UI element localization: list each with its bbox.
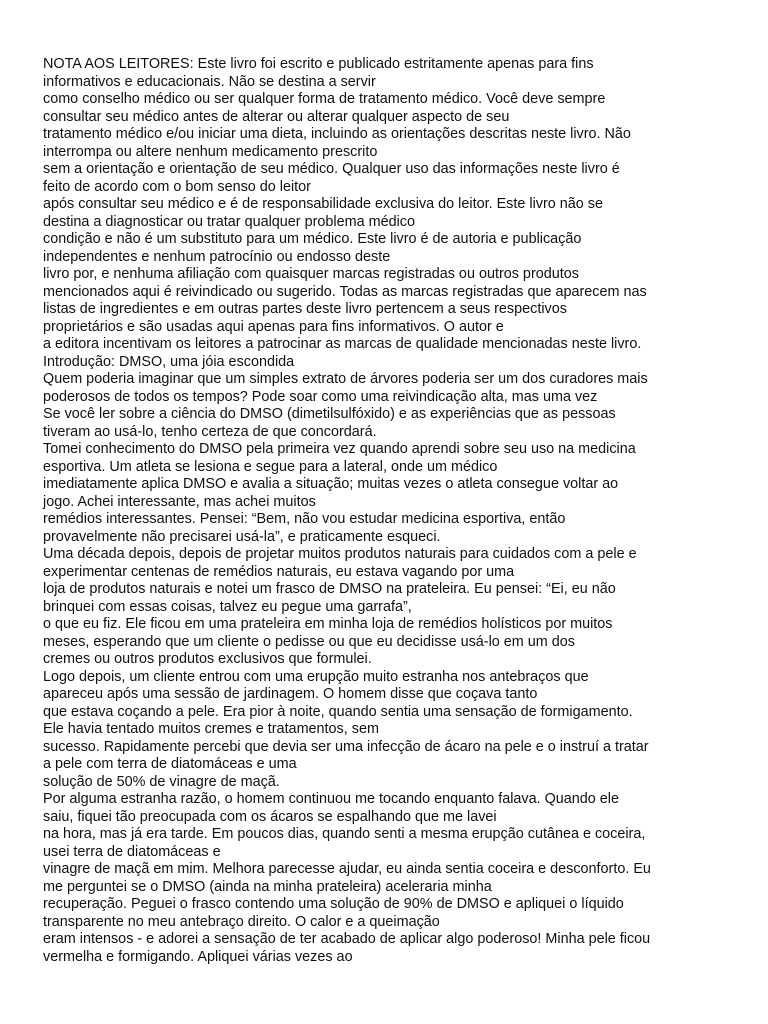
text-line: apareceu após uma sessão de jardinagem. O homem disse que coçava tanto <box>43 686 538 702</box>
text-line: feito de acordo com o bom senso do leitor <box>43 178 311 195</box>
text-line: sucesso. Rapidamente percebi que devia ser uma infecção de ácaro na pele e o instruí a tratar <box>43 738 649 755</box>
text-line: loja de produtos naturais e notei um frasco de DMSO na prateleira. Eu pensei: “Ei, eu não <box>43 581 616 597</box>
text-line: Por alguma estranha razão, o homem continuou me tocando enquanto falava. Quando ele <box>43 791 620 807</box>
text-line: condição e não é um substituto para um médico. Este livro é de autoria e publicação <box>43 231 582 247</box>
text-line: recuperação. Peguei o frasco contendo uma solução de 90% de DMSO e apliquei o líquido <box>43 896 624 912</box>
text-line: meses, esperando que um cliente o pedisse ou que eu decidisse usá-lo em um dos <box>43 633 575 650</box>
text-line: após consultar seu médico e é de responsabilidade exclusiva do leitor. Este livro não se <box>43 196 603 212</box>
text-line: listas de ingredientes e em outras partes deste livro pertencem a seus respectivos <box>43 301 567 317</box>
text-line: interrompa ou altere nenhum medicamento prescrito <box>43 143 378 160</box>
text-line: o que eu fiz. Ele ficou em uma prateleira em minha loja de remédios holísticos por muitos <box>43 616 613 632</box>
text-line: vermelha e formigando. Apliquei várias vezes ao <box>43 948 353 965</box>
text-line: mencionados aqui é reivindicado ou sugerido. Todas as marcas registradas que aparecem nas <box>43 283 647 300</box>
text-line: brinquei com essas coisas, talvez eu pegue uma garrafa”, <box>43 598 412 615</box>
text-line: NOTA AOS LEITORES: Este livro foi escrito e publicado estritamente apenas para fins <box>43 56 594 72</box>
text-line: Se você ler sobre a ciência do DMSO (dimetilsulfóxido) e as experiências que as pessoas <box>43 406 616 422</box>
text-line: jogo. Achei interessante, mas achei muitos <box>43 493 316 510</box>
text-line: a editora incentivam os leitores a patrocinar as marcas de qualidade mencionadas neste livro. <box>43 336 642 352</box>
text-line: vinagre de maçã em mim. Melhora parecesse ajudar, eu ainda sentia coceira e desconforto. Eu <box>43 861 651 877</box>
text-line: Introdução: DMSO, uma jóia escondida <box>43 353 295 370</box>
text-line: como conselho médico ou ser qualquer forma de tratamento médico. Você deve sempre <box>43 91 606 107</box>
text-line: que estava coçando a pele. Era pior à noite, quando sentia uma sensação de formigamento. <box>43 703 633 720</box>
text-line: provavelmente não precisarei usá-la”, e praticamente esqueci. <box>43 528 441 545</box>
text-line: remédios interessantes. Pensei: “Bem, não vou estudar medicina esportiva, então <box>43 511 566 527</box>
text-line: solução de 50% de vinagre de maçã. <box>43 773 280 790</box>
text-line: usei terra de diatomáceas e <box>43 843 221 860</box>
text-line: livro por, e nenhuma afiliação com quaisquer marcas registradas ou outros produtos <box>43 266 579 282</box>
text-line: consultar seu médico antes de alterar ou alterar qualquer aspecto de seu <box>43 108 510 125</box>
text-line: Quem poderia imaginar que um simples extrato de árvores poderia ser um dos curadores mais <box>43 371 648 387</box>
text-line: independentes e nenhum patrocínio ou endosso deste <box>43 248 391 265</box>
document-page <box>43 56 728 966</box>
text-line: Tomei conhecimento do DMSO pela primeira vez quando aprendi sobre seu uso na medicina <box>43 441 636 457</box>
text-line: me perguntei se o DMSO (ainda na minha prateleira) aceleraria minha <box>43 878 492 895</box>
text-line: informativos e educacionais. Não se destina a servir <box>43 73 376 90</box>
text-line: experimentar centenas de remédios naturais, eu estava vagando por uma <box>43 563 515 580</box>
text-line: a pele com terra de diatomáceas e uma <box>43 756 297 772</box>
text-line: Ele havia tentado muitos cremes e tratamentos, sem <box>43 721 379 737</box>
text-line: cremes ou outros produtos exclusivos que formulei. <box>43 651 372 667</box>
text-line: sem a orientação e orientação de seu médico. Qualquer uso das informações neste livro é <box>43 161 620 177</box>
text-line: destina a diagnosticar ou tratar qualquer problema médico <box>43 213 415 230</box>
text-line: eram intensos - e adorei a sensação de ter acabado de aplicar algo poderoso! Minha pele ficou <box>43 931 651 947</box>
text-line: transparente no meu antebraço direito. O calor e a queimação <box>43 913 440 930</box>
text-line: poderosos de todos os tempos? Pode soar como uma reivindicação alta, mas uma vez <box>43 388 598 405</box>
text-line: proprietários e são usadas aqui apenas para fins informativos. O autor e <box>43 318 504 335</box>
text-line: imediatamente aplica DMSO e avalia a situação; muitas vezes o atleta consegue voltar ao <box>43 476 619 492</box>
text-line: saiu, fiquei tão preocupada com os ácaros se espalhando que me lavei <box>43 808 497 825</box>
text-line: Uma década depois, depois de projetar muitos produtos naturais para cuidados com a pele e <box>43 546 637 562</box>
text-line: tratamento médico e/ou iniciar uma dieta, incluindo as orientações descritas neste livro. Não <box>43 126 631 142</box>
text-line: na hora, mas já era tarde. Em poucos dias, quando senti a mesma erupção cutânea e coceira, <box>43 826 646 842</box>
text-line: esportiva. Um atleta se lesiona e segue para a lateral, onde um médico <box>43 458 498 475</box>
text-line: tiveram ao usá-lo, tenho certeza de que concordará. <box>43 423 377 440</box>
text-line: Logo depois, um cliente entrou com uma erupção muito estranha nos antebraços que <box>43 668 589 685</box>
